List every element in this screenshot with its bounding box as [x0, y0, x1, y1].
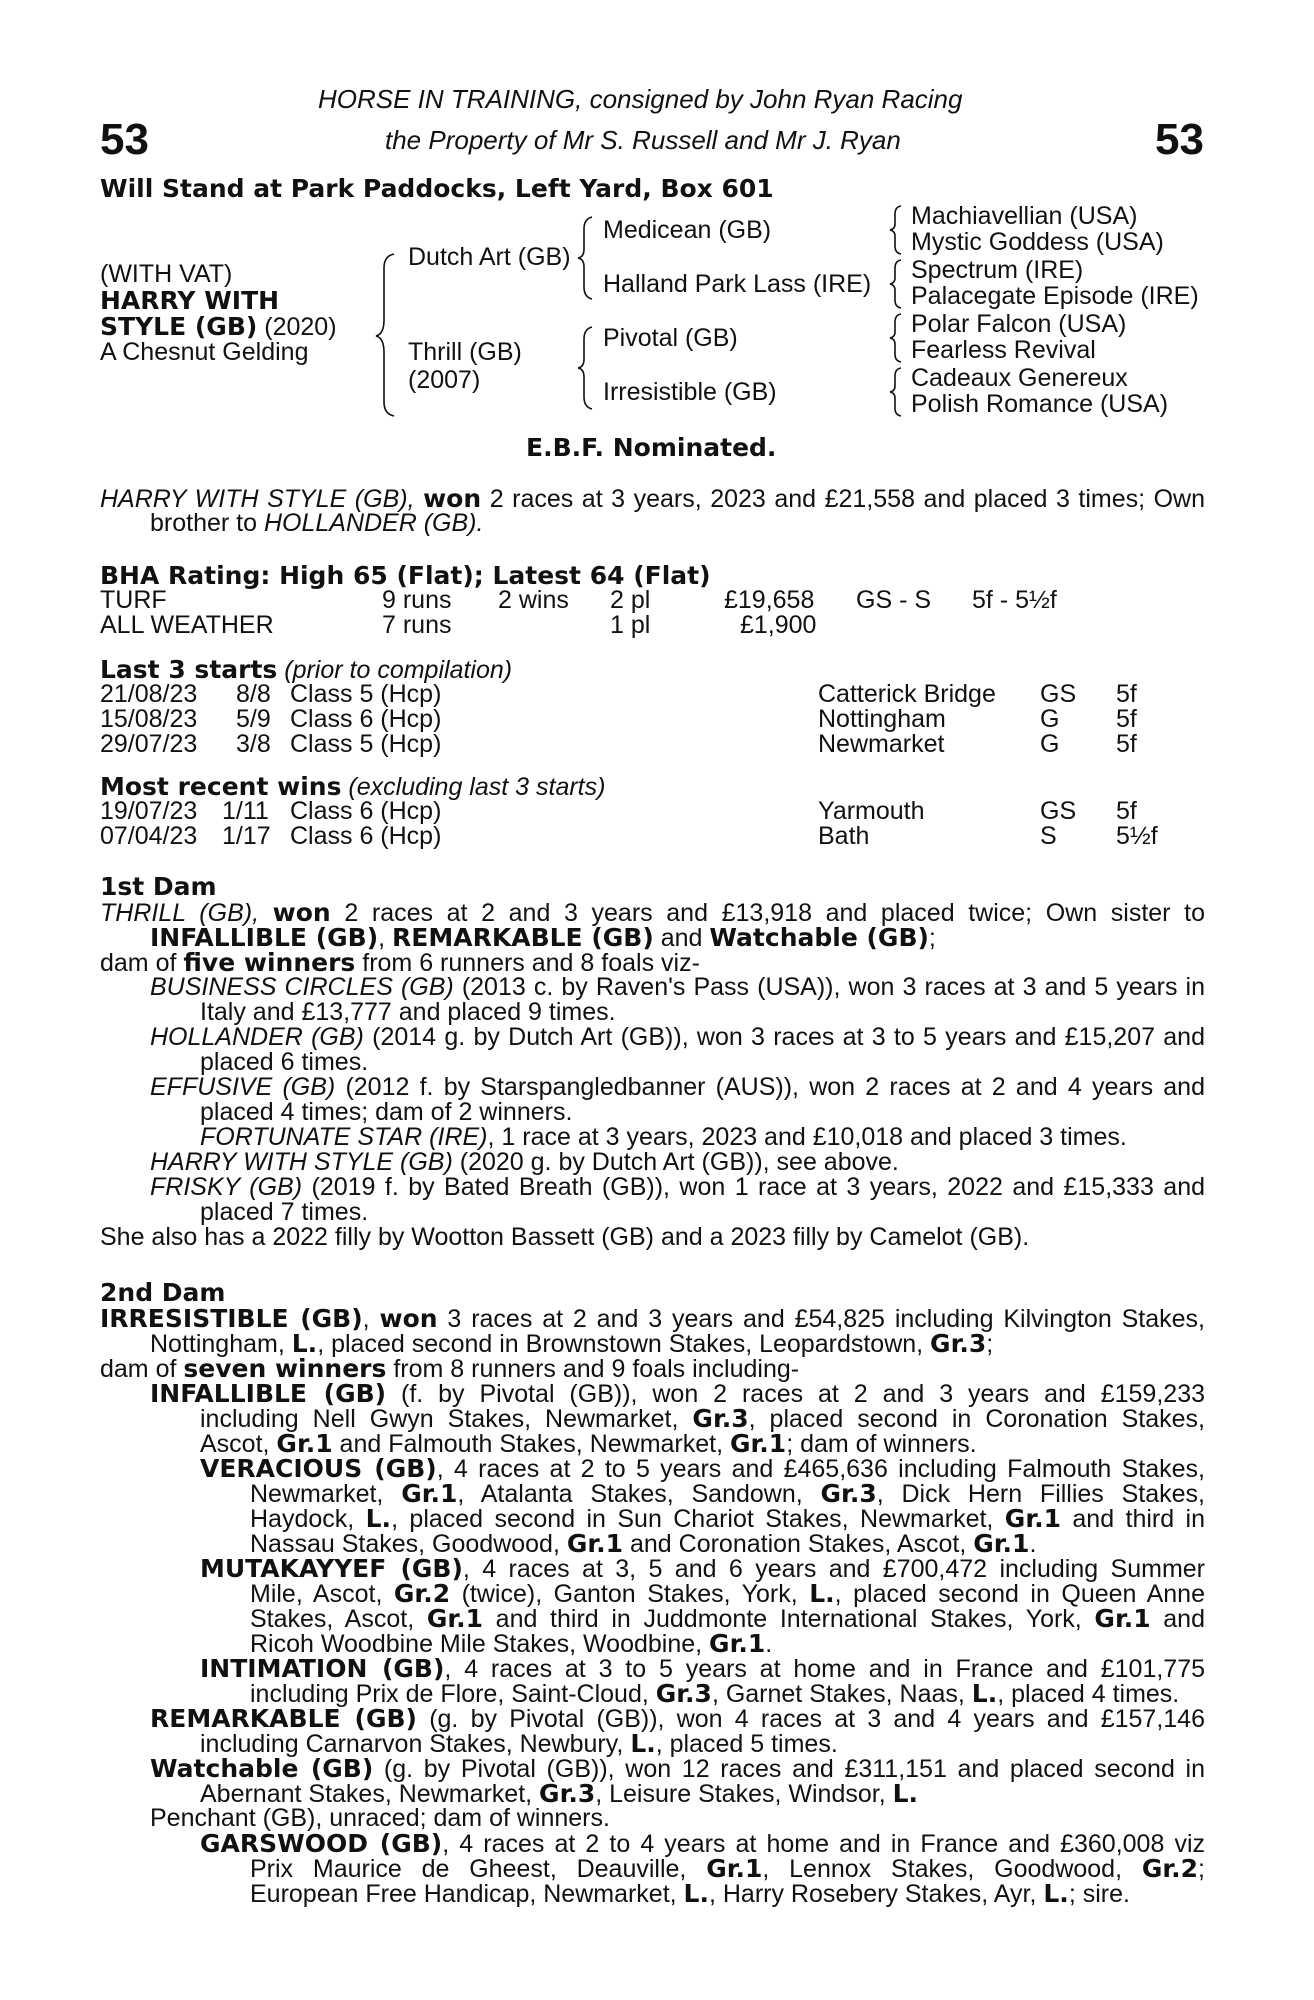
vat-note: (WITH VAT) [100, 260, 233, 288]
horse-name-line2 [100, 314, 337, 340]
progeny-name: HARRY WITH STYLE (GB) [150, 1148, 453, 1176]
grade: Gr.1 [276, 1429, 333, 1458]
pedigree-sire-dam: Halland Park Lass (IRE) [603, 270, 872, 298]
dam-of: dam of [100, 1355, 184, 1383]
t: , placed 5 times. [655, 1730, 838, 1758]
progeny-continuation: placed 6 times. [200, 1048, 369, 1076]
win-position: 1/17 [222, 822, 271, 850]
second-dam-heading: 2nd Dam [100, 1278, 226, 1307]
last3-note: (prior to compilation) [284, 656, 513, 684]
t: European Free Handicap, Newmarket, [250, 1880, 684, 1908]
pedigree-sdd: Palacegate Episode (IRE) [911, 282, 1199, 310]
pedigree-brace-dam [574, 325, 598, 411]
grand-progeny-continuation [250, 1856, 1205, 1881]
sep: , [378, 924, 393, 952]
t: Stakes, Ascot, [250, 1605, 427, 1633]
lot-number-right: 53 [1155, 115, 1204, 164]
progeny-name: BUSINESS CIRCLES (GB) [150, 973, 454, 1001]
pedigree-brace-ss [886, 204, 906, 256]
t: Newmarket, [250, 1480, 402, 1508]
t: Ricoh Woodbine Mile Stakes, Woodbine, [250, 1630, 710, 1658]
win-going: GS [1040, 797, 1077, 825]
start-date: 21/08/23 [100, 680, 198, 708]
pedigree-brace-ds [886, 312, 906, 364]
win-distance: 5½f [1116, 822, 1158, 850]
t: , Harry Rosebery Stakes, Ayr, [708, 1880, 1044, 1908]
start-class: Class 5 (Hcp) [290, 730, 442, 758]
pedigree-sds: Spectrum (IRE) [911, 256, 1084, 284]
start-going: G [1040, 730, 1060, 758]
t: (g. by Pivotal (GB)), won 4 races at 3 and 4 years and £157,146 [416, 1705, 1205, 1733]
winners-count: five winners [183, 948, 356, 977]
t: including Prix de Flore, Saint-Cloud, [250, 1680, 656, 1708]
grade: Gr.3 [692, 1404, 749, 1433]
pedigree-dss: Polar Falcon (USA) [911, 310, 1127, 338]
grade: L. [971, 1679, 998, 1708]
summary-text: 2 races at 3 years, 2023 and £21,558 and placed 3 times; Own [489, 485, 1206, 513]
grand-progeny-name: GARSWOOD (GB) [200, 1829, 443, 1858]
grand-progeny-entry [200, 1656, 1205, 1681]
recent-note: (excluding last 3 starts) [348, 773, 606, 801]
pedigree-dam-year: (2007) [408, 366, 481, 394]
pedigree-brace-sire [574, 215, 598, 301]
dam2-won: won [379, 1304, 438, 1333]
t: , placed second in Brownstown Stakes, Leopardstown, [317, 1330, 931, 1358]
grade: Gr.3 [655, 1679, 712, 1708]
progeny-continuation: Italy and £13,777 and placed 9 times. [200, 998, 616, 1026]
pedigree-sire: Dutch Art (GB) [408, 243, 571, 271]
dam1-won: won [272, 898, 331, 927]
t: Nassau Stakes, Goodwood, [250, 1530, 567, 1558]
grade: L. [683, 1879, 709, 1908]
grade: Gr.1 [973, 1529, 1030, 1558]
win-course: Yarmouth [818, 797, 925, 825]
dam2-line [100, 1306, 1205, 1332]
grade: Gr.2 [1141, 1854, 1199, 1883]
grand-progeny-continuation [250, 1606, 1205, 1631]
win-date: 07/04/23 [100, 822, 198, 850]
t: , 4 races at 2 to 4 years at home and in France and £360,008 viz [442, 1830, 1205, 1858]
dam2-name: IRRESISTIBLE (GB) [100, 1304, 363, 1333]
grade: Gr.1 [730, 1429, 787, 1458]
grade: Gr.3 [930, 1329, 987, 1358]
pedigree-dam-dam: Irresistible (GB) [603, 378, 777, 406]
property-line: the Property of Mr S. Russell and Mr J. Ryan [385, 125, 901, 155]
sep: and [653, 924, 710, 952]
dam-of: dam of [100, 949, 184, 977]
grand-progeny-name: INTIMATION (GB) [200, 1654, 445, 1683]
progeny-name: Watchable (GB) [150, 1754, 374, 1783]
pedigree-ddd: Polish Romance (USA) [911, 390, 1169, 418]
sibling-infallible: INFALLIBLE (GB) [150, 923, 379, 952]
progeny-entry [150, 1706, 1205, 1731]
t: , placed second in Coronation Stakes, [748, 1405, 1205, 1433]
t: Abernant Stakes, Newmarket, [200, 1780, 540, 1808]
t: , Garnet Stakes, Naas, [711, 1680, 972, 1708]
first-dam-heading: 1st Dam [100, 872, 217, 901]
progeny-name: HOLLANDER (GB) [150, 1023, 364, 1051]
rating-going: GS - S [856, 586, 932, 614]
t: (twice), Ganton Stakes, York, [450, 1580, 810, 1608]
t: (g. by Pivotal (GB)), won 12 races and £311,151 and placed second in [373, 1755, 1205, 1783]
grade: Gr.2 [393, 1579, 451, 1608]
pedigree-dds: Cadeaux Genereux [911, 364, 1128, 392]
recent-win-row [100, 824, 1200, 850]
progeny-text: (2020 g. by Dutch Art (GB)), see above. [452, 1148, 899, 1176]
grade: Gr.1 [566, 1529, 624, 1558]
grand-progeny-name: FORTUNATE STAR (IRE) [200, 1123, 488, 1151]
t: , 4 races at 2 to 5 years and £465,636 including Falmouth Stakes, [436, 1455, 1205, 1483]
start-position: 5/9 [236, 705, 271, 733]
sep: , [362, 1305, 380, 1333]
win-position: 1/11 [222, 797, 269, 825]
start-class: Class 5 (Hcp) [290, 680, 442, 708]
rating-places: 1 pl [610, 611, 651, 639]
sep: ; [928, 924, 936, 952]
rating-surface: TURF [100, 586, 167, 614]
grand-progeny-name: MUTAKAYYEF (GB) [200, 1554, 463, 1583]
t: Prix Maurice de Gheest, Deauville, [250, 1855, 707, 1883]
start-class: Class 6 (Hcp) [290, 705, 442, 733]
last3-row [100, 732, 1200, 758]
start-distance: 5f [1116, 705, 1137, 733]
grade: Gr.1 [709, 1629, 766, 1658]
pedigree-brace-sd [886, 258, 906, 310]
rating-wins: 2 wins [498, 586, 569, 614]
first-dam-block [100, 900, 1205, 1250]
progeny-name: INFALLIBLE (GB) [150, 1379, 387, 1408]
bha-rating-title: BHA Rating: High 65 (Flat); Latest 64 (Flat) [100, 561, 711, 590]
grade: Gr.1 [401, 1479, 458, 1508]
ebf-nominated: E.B.F. Nominated. [526, 433, 777, 462]
horse-year: (2020) [257, 313, 337, 341]
t: . [765, 1630, 773, 1658]
t: ; [986, 1330, 994, 1358]
progeny-continuation: placed 7 times. [200, 1198, 369, 1226]
also-has: She also has a 2022 filly by Wootton Bassett (GB) and a 2023 filly by Camelot (GB). [100, 1223, 1030, 1251]
t: and third in Juddmonte International Stakes, York, [483, 1605, 1095, 1633]
second-dam-block [100, 1306, 1205, 1906]
t: , placed 4 times. [997, 1680, 1180, 1708]
consignor-line: HORSE IN TRAINING, consigned by John Ryan Racing [318, 84, 963, 114]
grade: Gr.1 [706, 1854, 763, 1883]
start-date: 29/07/23 [100, 730, 198, 758]
progeny-entry [150, 1025, 1205, 1050]
grand-progeny-continuation [250, 1481, 1205, 1506]
pedigree-brace-main [372, 250, 402, 420]
win-distance: 5f [1116, 797, 1137, 825]
t: , Atalanta Stakes, Sandown, [457, 1480, 821, 1508]
grand-progeny-entry [200, 1831, 1205, 1856]
progeny-text: (2012 f. by Starspangledbanner (AUS)), won 2 races at 2 and 4 years and [335, 1073, 1205, 1101]
rating-runs: 7 runs [382, 611, 452, 639]
stand-location: Will Stand at Park Paddocks, Left Yard, Box 601 [100, 174, 774, 203]
progeny-entry: Penchant (GB), unraced; dam of winners. [150, 1804, 610, 1832]
grade: Gr.1 [1004, 1504, 1061, 1533]
t: , Dick Hern Fillies Stakes, [876, 1480, 1206, 1508]
grade: L. [809, 1579, 835, 1608]
t: and [1150, 1605, 1205, 1633]
progeny-continuation: placed 4 times; dam of 2 winners. [200, 1098, 573, 1126]
pedigree-dam: Thrill (GB) [408, 338, 522, 366]
progeny-entry [150, 1756, 1205, 1781]
t: . [1029, 1530, 1037, 1558]
summary-brother-name: HOLLANDER (GB). [263, 509, 484, 537]
start-going: GS [1040, 680, 1077, 708]
t: Haydock, [250, 1505, 366, 1533]
runners-text: from 8 runners and 9 foals including- [386, 1355, 800, 1383]
progeny-continuation [200, 1406, 1205, 1431]
horse-name-line1: HARRY WITH [100, 286, 280, 315]
progeny-text: (f. by Pivotal (GB)), won 2 races at 2 and 3 years and £159,233 [386, 1380, 1205, 1408]
rating-row-aw [100, 613, 1200, 639]
progeny-entry [150, 1075, 1205, 1100]
progeny-name: FRISKY (GB) [150, 1173, 303, 1201]
start-position: 3/8 [236, 730, 271, 758]
grand-progeny-entry [200, 1556, 1205, 1581]
win-class: Class 6 (Hcp) [290, 797, 442, 825]
progeny-entry [150, 1381, 1205, 1406]
t: and Falmouth Stakes, Newmarket, [332, 1430, 730, 1458]
start-course: Newmarket [818, 730, 945, 758]
t: including Nell Gwyn Stakes, Newmarket, [200, 1405, 693, 1433]
last3-heading: Last 3 starts [100, 655, 278, 684]
summary-brother: brother to [150, 509, 258, 537]
grand-progeny-text: , 1 race at 3 years, 2023 and £10,018 and placed 3 times. [487, 1123, 1127, 1151]
summary-horse: HARRY WITH STYLE (GB), [100, 485, 415, 513]
grand-progeny-continuation [250, 1581, 1205, 1606]
progeny-name: EFFUSIVE (GB) [150, 1073, 336, 1101]
rating-places: 2 pl [610, 586, 651, 614]
winners-count: seven winners [183, 1354, 387, 1383]
grand-progeny-continuation [250, 1881, 1130, 1907]
t: ; [1198, 1855, 1205, 1883]
horse-name-part: STYLE (GB) [100, 312, 258, 341]
win-class: Class 6 (Hcp) [290, 822, 442, 850]
pedigree-dsd: Fearless Revival [911, 336, 1096, 364]
t: , Leisure Stakes, Windsor, [595, 1780, 893, 1808]
pedigree-brace-dd [886, 366, 906, 418]
t: , placed second in Queen Anne [834, 1580, 1205, 1608]
dam1-text: 2 races at 2 and 3 years and £13,918 and placed twice; Own sister to [344, 899, 1205, 927]
start-going: G [1040, 705, 1060, 733]
sibling-watchable: Watchable (GB) [709, 923, 929, 952]
grade: L. [892, 1779, 919, 1808]
grade: Gr.1 [1094, 1604, 1151, 1633]
lot-number-left: 53 [100, 115, 149, 164]
t: including Carnarvon Stakes, Newbury, [200, 1730, 631, 1758]
rating-surface: ALL WEATHER [100, 611, 274, 639]
rating-money: £19,658 [724, 586, 815, 614]
dam1-name: THRILL (GB), [100, 899, 260, 927]
grade: L. [365, 1504, 392, 1533]
progeny-entry [150, 975, 1205, 1000]
runners-text: from 6 runners and 8 foals viz- [355, 949, 700, 977]
grand-progeny-entry [200, 1125, 1127, 1150]
rating-money: £1,900 [740, 611, 817, 639]
progeny-text: (2014 g. by Dutch Art (GB)), won 3 races at 3 to 5 years and £15,207 and [363, 1023, 1205, 1051]
t: Nottingham, [150, 1330, 292, 1358]
horse-description: A Chesnut Gelding [100, 338, 309, 366]
start-course: Catterick Bridge [818, 680, 996, 708]
t: , 4 races at 3 to 5 years at home and in France and £101,775 [444, 1655, 1205, 1683]
dam2-text: 3 races at 2 and 3 years and £54,825 including Kilvington Stakes, [437, 1305, 1205, 1333]
grand-progeny-name: VERACIOUS (GB) [200, 1454, 437, 1483]
t: , 4 races at 3, 5 and 6 years and £700,472 including Summer [462, 1555, 1205, 1583]
pedigree-dam-sire: Pivotal (GB) [603, 324, 738, 352]
sibling-remarkable: REMARKABLE (GB) [392, 923, 654, 952]
grade: Gr.3 [820, 1479, 877, 1508]
recent-heading: Most recent wins [100, 772, 342, 801]
t: , placed second in Sun Chariot Stakes, Newmarket, [391, 1505, 1005, 1533]
t: and Coronation Stakes, Ascot, [623, 1530, 974, 1558]
progeny-text: (2013 c. by Raven's Pass (USA)), won 3 races at 3 and 5 years in [453, 973, 1206, 1001]
summary-line-2 [150, 511, 483, 536]
pedigree-ssd: Mystic Goddess (USA) [911, 228, 1164, 256]
progeny-text: (2019 f. by Bated Breath (GB)), won 1 race at 3 years, 2022 and £15,333 and [302, 1173, 1205, 1201]
grand-progeny-continuation [250, 1506, 1205, 1531]
t: ; sire. [1068, 1880, 1130, 1908]
grade: L. [1043, 1879, 1069, 1908]
start-date: 15/08/23 [100, 705, 198, 733]
grade: L. [630, 1729, 656, 1758]
pedigree-sire-sire: Medicean (GB) [603, 216, 772, 244]
t: Ascot, [200, 1430, 277, 1458]
start-course: Nottingham [818, 705, 946, 733]
win-date: 19/07/23 [100, 797, 198, 825]
win-course: Bath [818, 822, 870, 850]
grade: L. [291, 1329, 318, 1358]
grade: Gr.1 [426, 1604, 483, 1633]
progeny-name: REMARKABLE (GB) [150, 1704, 417, 1733]
grand-progeny-entry [200, 1456, 1205, 1481]
t: and third in [1060, 1505, 1205, 1533]
summary-won: won [423, 484, 482, 513]
summary-block [100, 486, 1205, 538]
t: ; dam of winners. [786, 1430, 977, 1458]
t: Mile, Ascot, [250, 1580, 394, 1608]
start-distance: 5f [1116, 730, 1137, 758]
rating-runs: 9 runs [382, 586, 452, 614]
rating-distance: 5f - 5½f [972, 586, 1057, 614]
grade: Gr.3 [539, 1779, 596, 1808]
start-position: 8/8 [236, 680, 271, 708]
progeny-entry [150, 1150, 899, 1175]
progeny-entry [150, 1175, 1205, 1200]
start-distance: 5f [1116, 680, 1137, 708]
t: , Lennox Stakes, Goodwood, [762, 1855, 1142, 1883]
win-going: S [1040, 822, 1057, 850]
pedigree-sss: Machiavellian (USA) [911, 202, 1138, 230]
